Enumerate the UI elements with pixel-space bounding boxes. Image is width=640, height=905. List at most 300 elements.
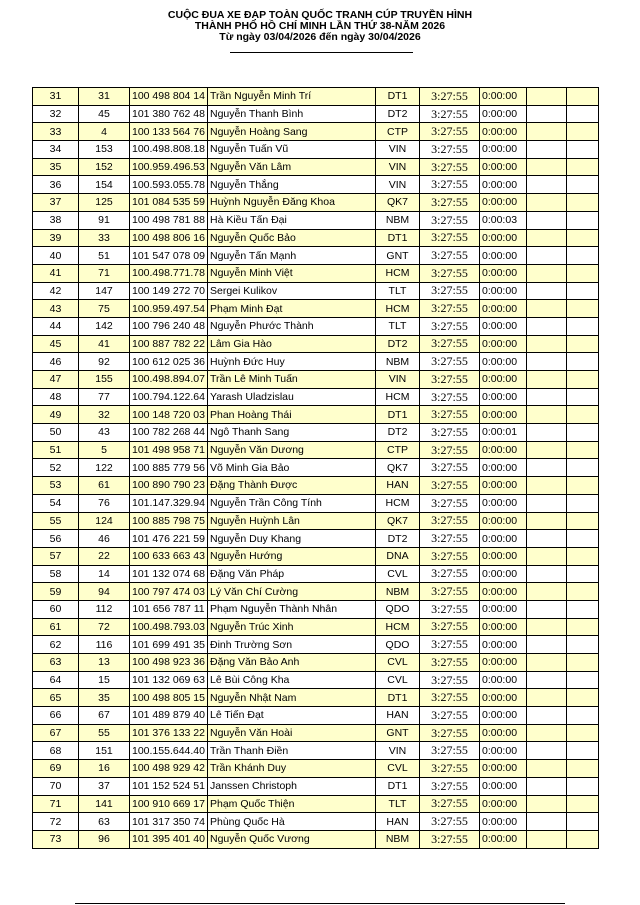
uci-id-cell: 100 498 804 14 [130, 88, 208, 106]
rider-name-cell: Nguyễn Huỳnh Lân [208, 512, 376, 530]
time-cell: 3:27:55 [420, 707, 480, 725]
empty-cell [567, 247, 599, 265]
rider-name-cell: Lê Tiến Đạt [208, 707, 376, 725]
rank-cell: 31 [33, 88, 79, 106]
empty-cell [567, 424, 599, 442]
time-cell: 3:27:55 [420, 123, 480, 141]
empty-cell [567, 689, 599, 707]
empty-cell [527, 388, 567, 406]
rank-cell: 37 [33, 194, 79, 212]
time-cell: 3:27:55 [420, 494, 480, 512]
uci-id-cell: 100 782 268 44 [130, 424, 208, 442]
rank-cell: 65 [33, 689, 79, 707]
rider-name-cell: Nguyễn Nhật Nam [208, 689, 376, 707]
rider-name-cell: Võ Minh Gia Bảo [208, 459, 376, 477]
empty-cell [567, 406, 599, 424]
team-cell: CVL [376, 760, 420, 778]
empty-cell [527, 512, 567, 530]
rider-name-cell: Nguyễn Văn Dương [208, 441, 376, 459]
rank-cell: 38 [33, 211, 79, 229]
gap-cell: 0:00:00 [480, 813, 527, 831]
empty-cell [527, 123, 567, 141]
rider-name-cell: Huỳnh Đức Huy [208, 353, 376, 371]
empty-cell [567, 105, 599, 123]
table-row [33, 477, 599, 495]
team-cell: HCM [376, 618, 420, 636]
rider-name-cell: Đặng Thành Được [208, 477, 376, 495]
rank-cell: 57 [33, 547, 79, 565]
results-body [33, 88, 599, 849]
rider-name-cell: Janssen Christoph [208, 777, 376, 795]
bib-cell: 92 [79, 353, 130, 371]
gap-cell: 0:00:00 [480, 671, 527, 689]
uci-id-cell: 100 633 663 43 [130, 547, 208, 565]
rank-cell: 39 [33, 229, 79, 247]
rank-cell: 45 [33, 335, 79, 353]
team-cell: DT1 [376, 777, 420, 795]
empty-cell [567, 724, 599, 742]
empty-cell [527, 777, 567, 795]
empty-cell [567, 317, 599, 335]
bib-cell: 141 [79, 795, 130, 813]
time-cell: 3:27:55 [420, 636, 480, 654]
empty-cell [527, 141, 567, 159]
empty-cell [527, 371, 567, 389]
uci-id-cell: 100 498 929 42 [130, 760, 208, 778]
bib-cell: 67 [79, 707, 130, 725]
gap-cell: 0:00:00 [480, 636, 527, 654]
bib-cell: 125 [79, 194, 130, 212]
uci-id-cell: 100 133 564 76 [130, 123, 208, 141]
time-cell: 3:27:55 [420, 742, 480, 760]
bib-cell: 151 [79, 742, 130, 760]
bib-cell: 61 [79, 477, 130, 495]
empty-cell [567, 636, 599, 654]
bib-cell: 96 [79, 830, 130, 848]
time-cell: 3:27:55 [420, 247, 480, 265]
empty-cell [567, 335, 599, 353]
empty-cell [527, 671, 567, 689]
rider-name-cell: Nguyễn Duy Khang [208, 530, 376, 548]
bib-cell: 154 [79, 176, 130, 194]
empty-cell [527, 282, 567, 300]
uci-id-cell: 100 890 790 23 [130, 477, 208, 495]
table-row [33, 494, 599, 512]
table-row [33, 264, 599, 282]
gap-cell: 0:00:00 [480, 565, 527, 583]
time-cell: 3:27:55 [420, 565, 480, 583]
uci-id-cell: 100 149 272 70 [130, 282, 208, 300]
empty-cell [527, 406, 567, 424]
empty-cell [567, 176, 599, 194]
time-cell: 3:27:55 [420, 830, 480, 848]
rank-cell: 73 [33, 830, 79, 848]
empty-cell [527, 335, 567, 353]
gap-cell: 0:00:00 [480, 459, 527, 477]
team-cell: VIN [376, 371, 420, 389]
rider-name-cell: Phạm Quốc Thiện [208, 795, 376, 813]
bib-cell: 153 [79, 141, 130, 159]
gap-cell: 0:00:00 [480, 654, 527, 672]
bib-cell: 75 [79, 300, 130, 318]
empty-cell [527, 300, 567, 318]
team-cell: HAN [376, 813, 420, 831]
empty-cell [527, 477, 567, 495]
uci-id-cell: 100.155.644.40 [130, 742, 208, 760]
gap-cell: 0:00:00 [480, 123, 527, 141]
bib-cell: 35 [79, 689, 130, 707]
time-cell: 3:27:55 [420, 724, 480, 742]
bib-cell: 51 [79, 247, 130, 265]
uci-id-cell: 101 476 221 59 [130, 530, 208, 548]
rank-cell: 40 [33, 247, 79, 265]
rider-name-cell: Nguyễn Quốc Vương [208, 830, 376, 848]
rider-name-cell: Phạm Minh Đạt [208, 300, 376, 318]
rank-cell: 58 [33, 565, 79, 583]
uci-id-cell: 101 489 879 40 [130, 707, 208, 725]
empty-cell [527, 760, 567, 778]
gap-cell: 0:00:03 [480, 211, 527, 229]
team-cell: DT2 [376, 105, 420, 123]
uci-id-cell: 100.959.497.54 [130, 300, 208, 318]
empty-cell [527, 600, 567, 618]
time-cell: 3:27:55 [420, 194, 480, 212]
empty-cell [527, 636, 567, 654]
gap-cell: 0:00:00 [480, 600, 527, 618]
time-cell: 3:27:55 [420, 406, 480, 424]
rank-cell: 44 [33, 317, 79, 335]
time-cell: 3:27:55 [420, 512, 480, 530]
footer-divider [75, 903, 565, 904]
team-cell: HCM [376, 264, 420, 282]
table-row [33, 583, 599, 601]
empty-cell [567, 264, 599, 282]
table-row [33, 512, 599, 530]
gap-cell: 0:00:00 [480, 247, 527, 265]
bib-cell: 33 [79, 229, 130, 247]
uci-id-cell: 100 910 669 17 [130, 795, 208, 813]
table-row [33, 388, 599, 406]
table-row [33, 742, 599, 760]
rank-cell: 52 [33, 459, 79, 477]
empty-cell [567, 441, 599, 459]
empty-cell [567, 618, 599, 636]
team-cell: NBM [376, 830, 420, 848]
race-subtitle: THÀNH PHỐ HỒ CHÍ MINH LẦN THỨ 38-NĂM 2026 [194, 20, 446, 32]
team-cell: QDO [376, 636, 420, 654]
empty-cell [527, 176, 567, 194]
rider-name-cell: Nguyễn Thắng [208, 176, 376, 194]
time-cell: 3:27:55 [420, 477, 480, 495]
empty-cell [567, 760, 599, 778]
rider-name-cell: Nguyễn Tuấn Vũ [208, 141, 376, 159]
empty-cell [567, 388, 599, 406]
time-cell: 3:27:55 [420, 530, 480, 548]
table-row [33, 671, 599, 689]
team-cell: TLT [376, 795, 420, 813]
uci-id-cell: 100.593.055.78 [130, 176, 208, 194]
bib-cell: 155 [79, 371, 130, 389]
team-cell: HCM [376, 300, 420, 318]
gap-cell: 0:00:00 [480, 512, 527, 530]
rank-cell: 51 [33, 441, 79, 459]
gap-cell: 0:00:00 [480, 88, 527, 106]
rank-cell: 69 [33, 760, 79, 778]
uci-id-cell: 100 498 781 88 [130, 211, 208, 229]
uci-id-cell: 100 887 782 22 [130, 335, 208, 353]
bib-cell: 32 [79, 406, 130, 424]
rank-cell: 72 [33, 813, 79, 831]
gap-cell: 0:00:00 [480, 371, 527, 389]
rider-name-cell: Trần Lê Minh Tuấn [208, 371, 376, 389]
bib-cell: 45 [79, 105, 130, 123]
empty-cell [567, 459, 599, 477]
bib-cell: 55 [79, 724, 130, 742]
time-cell: 3:27:55 [420, 141, 480, 159]
table-row [33, 211, 599, 229]
table-row [33, 406, 599, 424]
time-cell: 3:27:55 [420, 282, 480, 300]
gap-cell: 0:00:00 [480, 353, 527, 371]
uci-id-cell: 100 612 025 36 [130, 353, 208, 371]
empty-cell [527, 795, 567, 813]
rank-cell: 67 [33, 724, 79, 742]
empty-cell [567, 547, 599, 565]
empty-cell [527, 441, 567, 459]
gap-cell: 0:00:00 [480, 406, 527, 424]
rank-cell: 50 [33, 424, 79, 442]
uci-id-cell: 101 084 535 59 [130, 194, 208, 212]
table-row [33, 105, 599, 123]
bib-cell: 94 [79, 583, 130, 601]
table-row [33, 689, 599, 707]
empty-cell [567, 777, 599, 795]
empty-cell [567, 88, 599, 106]
empty-cell [567, 707, 599, 725]
empty-cell [527, 830, 567, 848]
team-cell: VIN [376, 742, 420, 760]
time-cell: 3:27:55 [420, 229, 480, 247]
bib-cell: 147 [79, 282, 130, 300]
table-row [33, 88, 599, 106]
table-row [33, 194, 599, 212]
uci-id-cell: 101 376 133 22 [130, 724, 208, 742]
bib-cell: 124 [79, 512, 130, 530]
bib-cell: 37 [79, 777, 130, 795]
gap-cell: 0:00:00 [480, 158, 527, 176]
rank-cell: 56 [33, 530, 79, 548]
uci-id-cell: 100.498.771.78 [130, 264, 208, 282]
team-cell: VIN [376, 176, 420, 194]
empty-cell [527, 264, 567, 282]
empty-cell [567, 671, 599, 689]
team-cell: CTP [376, 441, 420, 459]
rider-name-cell: Phùng Quốc Hà [208, 813, 376, 831]
team-cell: NBM [376, 353, 420, 371]
rider-name-cell: Lý Văn Chí Cường [208, 583, 376, 601]
gap-cell: 0:00:00 [480, 707, 527, 725]
empty-cell [567, 477, 599, 495]
gap-cell: 0:00:00 [480, 229, 527, 247]
time-cell: 3:27:55 [420, 795, 480, 813]
team-cell: GNT [376, 247, 420, 265]
time-cell: 3:27:55 [420, 264, 480, 282]
uci-id-cell: 100.498.894.07 [130, 371, 208, 389]
uci-id-cell: 101 547 078 09 [130, 247, 208, 265]
table-row [33, 760, 599, 778]
rider-name-cell: Trần Thanh Điền [208, 742, 376, 760]
empty-cell [567, 141, 599, 159]
empty-cell [527, 565, 567, 583]
team-cell: TLT [376, 282, 420, 300]
table-row [33, 335, 599, 353]
empty-cell [567, 795, 599, 813]
time-cell: 3:27:55 [420, 583, 480, 601]
bib-cell: 122 [79, 459, 130, 477]
empty-cell [567, 813, 599, 831]
bib-cell: 91 [79, 211, 130, 229]
time-cell: 3:27:55 [420, 176, 480, 194]
uci-id-cell: 100 498 806 16 [130, 229, 208, 247]
uci-id-cell: 100 797 474 03 [130, 583, 208, 601]
team-cell: HAN [376, 477, 420, 495]
gap-cell: 0:00:00 [480, 618, 527, 636]
table-row [33, 123, 599, 141]
team-cell: CVL [376, 565, 420, 583]
empty-cell [527, 158, 567, 176]
rider-name-cell: Nguyễn Văn Lâm [208, 158, 376, 176]
table-row [33, 813, 599, 831]
empty-cell [527, 247, 567, 265]
gap-cell: 0:00:00 [480, 441, 527, 459]
header-divider [230, 52, 413, 53]
time-cell: 3:27:55 [420, 813, 480, 831]
empty-cell [567, 158, 599, 176]
empty-cell [567, 353, 599, 371]
table-row [33, 707, 599, 725]
uci-id-cell: 100.794.122.64 [130, 388, 208, 406]
rider-name-cell: Nguyễn Trúc Xinh [208, 618, 376, 636]
gap-cell: 0:00:00 [480, 530, 527, 548]
table-row [33, 777, 599, 795]
rider-name-cell: Yarash Uladzislau [208, 388, 376, 406]
time-cell: 3:27:55 [420, 760, 480, 778]
uci-id-cell: 101 699 491 35 [130, 636, 208, 654]
empty-cell [567, 530, 599, 548]
rider-name-cell: Trần Khánh Duy [208, 760, 376, 778]
uci-id-cell: 100.498.808.18 [130, 141, 208, 159]
empty-cell [527, 459, 567, 477]
empty-cell [567, 194, 599, 212]
team-cell: VIN [376, 158, 420, 176]
team-cell: QK7 [376, 459, 420, 477]
gap-cell: 0:00:00 [480, 264, 527, 282]
report-header [0, 10, 640, 43]
bib-cell: 152 [79, 158, 130, 176]
uci-id-cell: 101 395 401 40 [130, 830, 208, 848]
time-cell: 3:27:55 [420, 353, 480, 371]
gap-cell: 0:00:00 [480, 300, 527, 318]
rank-cell: 43 [33, 300, 79, 318]
race-title: CUỘC ĐUA XE ĐẠP TOÀN QUỐC TRANH CÚP TRUYỀN HÌNH [167, 9, 473, 21]
team-cell: DT2 [376, 335, 420, 353]
rank-cell: 59 [33, 583, 79, 601]
time-cell: 3:27:55 [420, 689, 480, 707]
team-cell: QK7 [376, 512, 420, 530]
rider-name-cell: Hà Kiều Tấn Đại [208, 211, 376, 229]
bib-cell: 72 [79, 618, 130, 636]
time-cell: 3:27:55 [420, 459, 480, 477]
empty-cell [567, 512, 599, 530]
rider-name-cell: Nguyễn Hoàng Sang [208, 123, 376, 141]
rider-name-cell: Nguyễn Minh Việt [208, 264, 376, 282]
empty-cell [527, 724, 567, 742]
empty-cell [527, 583, 567, 601]
table-row [33, 371, 599, 389]
team-cell: QK7 [376, 194, 420, 212]
rank-cell: 47 [33, 371, 79, 389]
bib-cell: 16 [79, 760, 130, 778]
gap-cell: 0:00:00 [480, 335, 527, 353]
rank-cell: 71 [33, 795, 79, 813]
gap-cell: 0:00:00 [480, 282, 527, 300]
empty-cell [527, 618, 567, 636]
empty-cell [527, 494, 567, 512]
rank-cell: 34 [33, 141, 79, 159]
rider-name-cell: Phan Hoàng Thái [208, 406, 376, 424]
rank-cell: 48 [33, 388, 79, 406]
rider-name-cell: Đinh Trường Sơn [208, 636, 376, 654]
table-row [33, 176, 599, 194]
table-row [33, 565, 599, 583]
bib-cell: 76 [79, 494, 130, 512]
table-row [33, 353, 599, 371]
gap-cell: 0:00:00 [480, 830, 527, 848]
empty-cell [527, 547, 567, 565]
table-row [33, 459, 599, 477]
rank-cell: 66 [33, 707, 79, 725]
table-row [33, 158, 599, 176]
rider-name-cell: Trần Nguyễn Minh Trí [208, 88, 376, 106]
results-table [32, 87, 599, 849]
team-cell: CVL [376, 654, 420, 672]
team-cell: NBM [376, 211, 420, 229]
bib-cell: 4 [79, 123, 130, 141]
uci-id-cell: 100 148 720 03 [130, 406, 208, 424]
empty-cell [527, 353, 567, 371]
rider-name-cell: Đặng Văn Pháp [208, 565, 376, 583]
rider-name-cell: Nguyễn Hướng [208, 547, 376, 565]
empty-cell [567, 211, 599, 229]
table-row [33, 441, 599, 459]
empty-cell [527, 742, 567, 760]
team-cell: CVL [376, 671, 420, 689]
uci-id-cell: 101 317 350 74 [130, 813, 208, 831]
time-cell: 3:27:55 [420, 300, 480, 318]
rider-name-cell: Nguyễn Quốc Bảo [208, 229, 376, 247]
time-cell: 3:27:55 [420, 388, 480, 406]
rider-name-cell: Nguyễn Văn Hoài [208, 724, 376, 742]
bib-cell: 63 [79, 813, 130, 831]
bib-cell: 31 [79, 88, 130, 106]
rider-name-cell: Nguyễn Phước Thành [208, 317, 376, 335]
team-cell: DNA [376, 547, 420, 565]
team-cell: TLT [376, 317, 420, 335]
team-cell: DT2 [376, 424, 420, 442]
uci-id-cell: 100 498 923 36 [130, 654, 208, 672]
empty-cell [567, 300, 599, 318]
rank-cell: 61 [33, 618, 79, 636]
